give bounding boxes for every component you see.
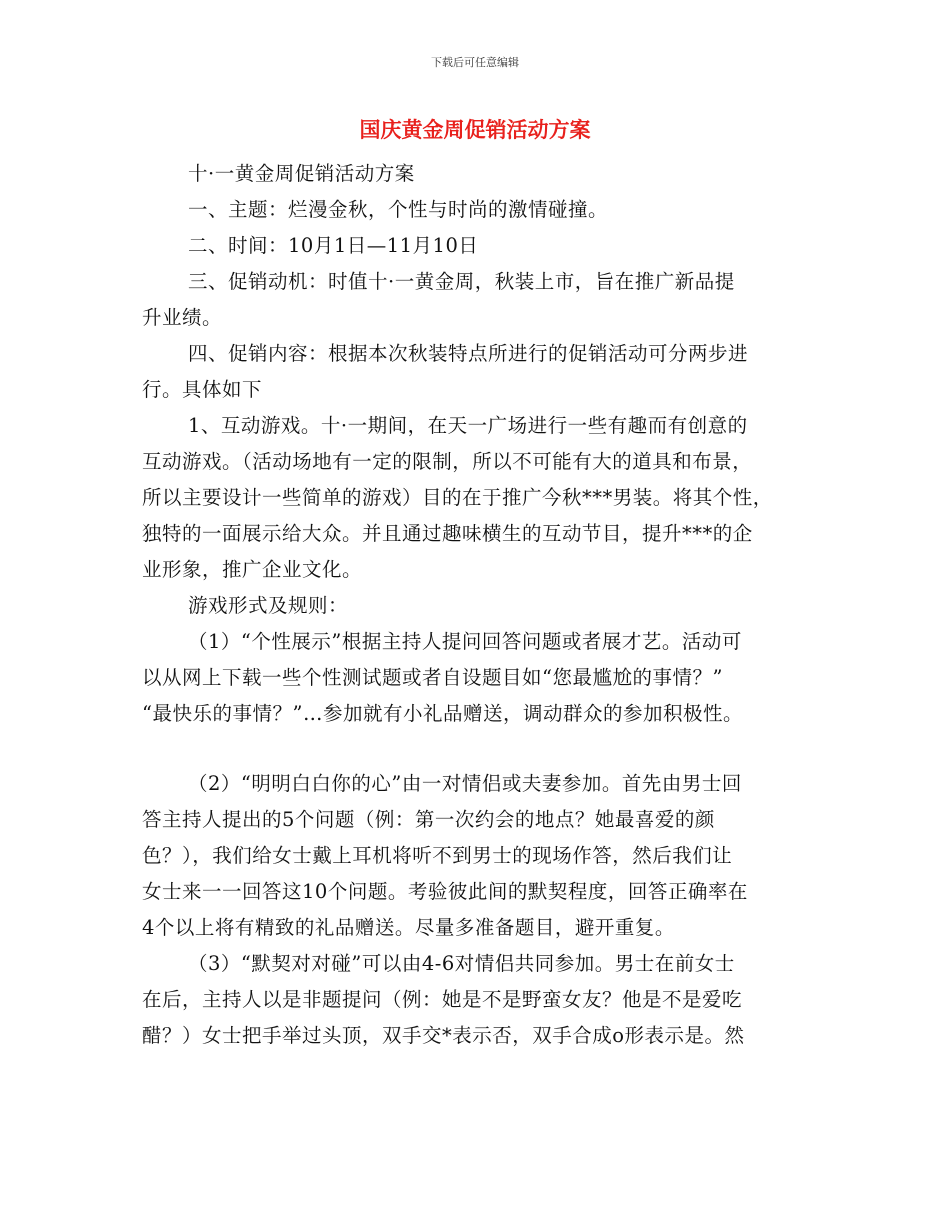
paragraph-line: 升业绩。	[142, 306, 223, 329]
paragraph-line: 1、互动游戏。十·一期间，在天一广场进行一些有趣而有创意的	[188, 414, 748, 437]
paragraph-line: 二、时间：10月1日—11月10日	[188, 234, 479, 257]
paragraph-line: 独特的一面展示给大众。并且通过趣味横生的互动节目，提升***的企	[142, 522, 753, 545]
paragraph-line: 十·一黄金周促销活动方案	[188, 162, 415, 185]
paragraph-line: （3）“默契对对碰”可以由4-6对情侣共同参加。男士在前女士	[188, 952, 735, 975]
paragraph-line: 女士来一一回答这10个问题。考验彼此间的默契程度，回答正确率在	[142, 880, 748, 903]
paragraph-line: 四、促销内容：根据本次秋装特点所进行的促销活动可分两步进	[188, 342, 749, 365]
document-body	[142, 156, 812, 1054]
document-title: 国庆黄金周促销活动方案	[359, 118, 591, 142]
paragraph-line: 醋？）女士把手举过头顶，双手交*表示否，双手合成o形表示是。然	[142, 1024, 745, 1047]
paragraph-gap	[142, 732, 812, 766]
paragraph-line: “最快乐的事情？”…参加就有小礼品赠送，调动群众的参加积极性。	[142, 702, 743, 725]
paragraph-line: （1）“个性展示”根据主持人提问回答问题或者展才艺。活动可	[188, 630, 742, 653]
paragraph-line: 以从网上下载一些个性测试题或者自设题目如“您最尴尬的事情？”	[142, 666, 723, 689]
header-note: 下载后可任意编辑	[431, 56, 519, 69]
paragraph-line: 色？），我们给女士戴上耳机将听不到男士的现场作答，然后我们让	[142, 844, 733, 867]
paragraph-line: 一、主题：烂漫金秋，个性与时尚的激情碰撞。	[188, 198, 609, 221]
paragraph-line: 答主持人提出的5个问题（例：第一次约会的地点？她最喜爱的颜	[142, 808, 715, 831]
paragraph-line: 在后，主持人以是非题提问（例：她是不是野蛮女友？他是不是爱吃	[142, 988, 743, 1011]
paragraph-line: 三、促销动机：时值十·一黄金周，秋装上市，旨在推广新品提	[188, 270, 735, 293]
paragraph-line: 业形象，推广企业文化。	[142, 558, 363, 581]
paragraph-line: 行。具体如下	[142, 378, 263, 401]
paragraph-line: 互动游戏。（活动场地有一定的限制，所以不可能有大的道具和布景，	[142, 450, 753, 473]
paragraph-line: 所以主要设计一些简单的游戏）目的在于推广今秋***男装。将其个性，	[142, 486, 773, 509]
paragraph-line: （2）“明明白白你的心”由一对情侣或夫妻参加。首先由男士回	[188, 772, 742, 795]
paragraph-line: 游戏形式及规则：	[188, 594, 349, 617]
paragraph-line: 4个以上将有精致的礼品赠送。尽量多准备题目，避开重复。	[142, 916, 675, 939]
